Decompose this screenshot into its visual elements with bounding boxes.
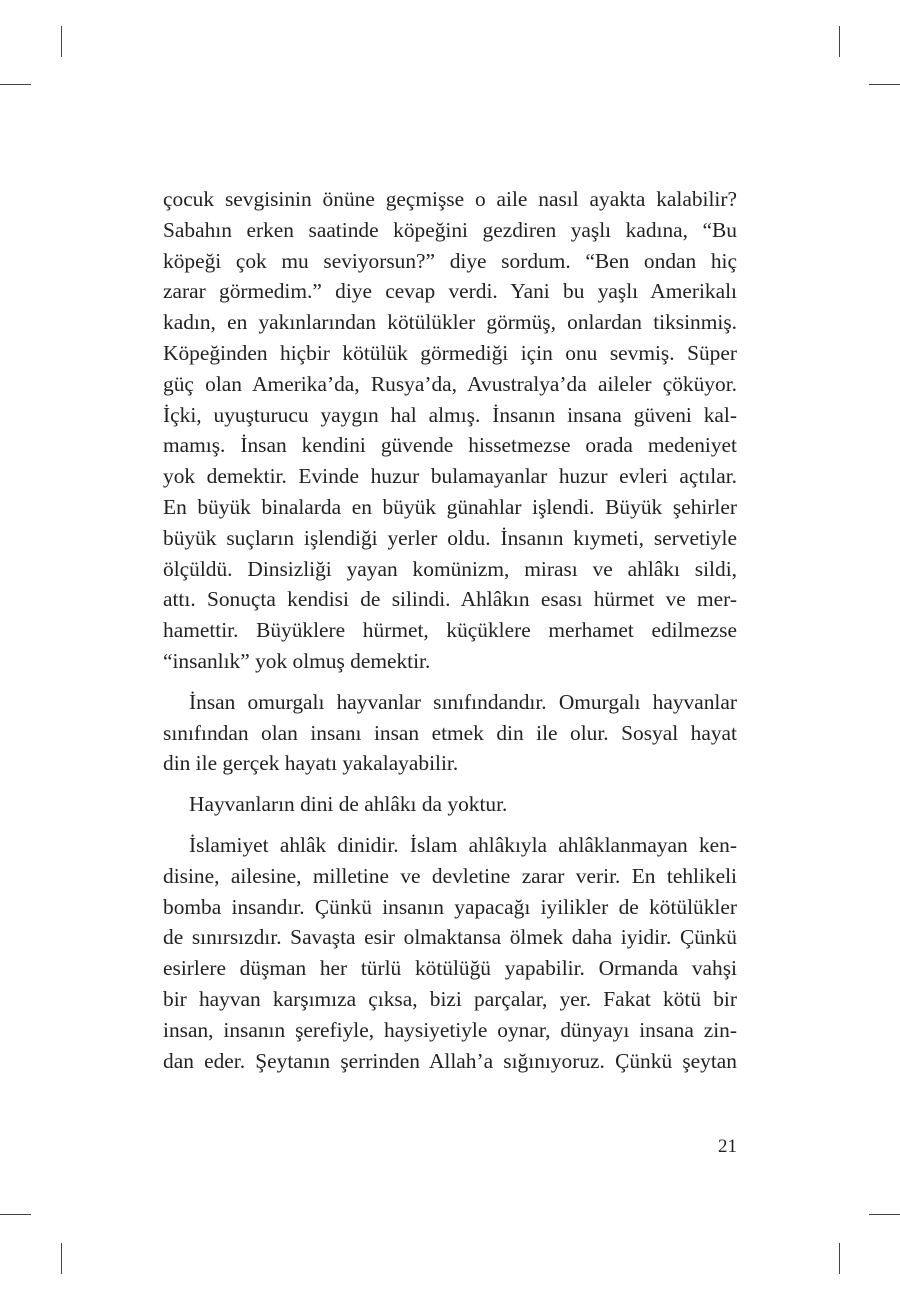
text-line: insan, insanın şerefiyle, haysiyetiyle oynar, dünyayı insana zin-	[163, 1017, 737, 1042]
paragraph	[163, 830, 737, 1076]
text-line: köpeği çok mu seviyorsun?” diye sordum. “Ben ondan hiç	[163, 248, 737, 273]
text-line: attı. Sonuçta kendisi de silindi. Ahlâkın esası hürmet ve mer-	[163, 587, 737, 612]
text-line: sınıfından olan insanı insan etmek din ile olur. Sosyal hayat	[163, 720, 737, 745]
text-line: Köpeğinden hiçbir kötülük görmediği için onu sevmiş. Süper	[163, 340, 737, 365]
text-line: büyük suçların işlendiği yerler oldu. İnsanın kıymeti, servetiyle	[163, 525, 737, 550]
crop-mark-bottom-right-vertical	[839, 1243, 840, 1274]
text-line: bomba insandır. Çünkü insanın yapacağı iyilikler de kötülükler	[163, 894, 737, 919]
crop-mark-bottom-left-horizontal	[0, 1214, 31, 1215]
crop-mark-top-right-horizontal	[869, 84, 900, 85]
crop-mark-top-left-vertical	[61, 26, 62, 57]
text-line: yok demektir. Evinde huzur bulamayanlar huzur evleri açtılar.	[163, 464, 737, 489]
text-line: İnsan omurgalı hayvanlar sınıfındandır. Omurgalı hayvanlar	[189, 689, 737, 714]
text-line: hamettir. Büyüklere hürmet, küçüklere merhamet edilmezse	[163, 618, 737, 643]
crop-mark-top-left-horizontal	[0, 84, 31, 85]
paragraph-spacer	[163, 820, 737, 830]
crop-mark-top-right-vertical	[839, 26, 840, 57]
text-line: güç olan Amerika’da, Rusya’da, Avustralya’da aileler çöküyor.	[163, 371, 737, 396]
text-line: ölçüldü. Dinsizliği yayan komünizm, mirası ve ahlâkı sildi,	[163, 556, 737, 581]
paragraph-spacer	[163, 677, 737, 687]
paragraph	[163, 184, 737, 677]
text-line: Hayvanların dini de ahlâkı da yoktur.	[189, 792, 508, 817]
page-number: 21	[718, 1136, 737, 1157]
text-line: esirlere düşman her türlü kötülüğü yapabilir. Ormanda vahşi	[163, 956, 737, 981]
body-text	[163, 184, 737, 1076]
text-line: dan eder. Şeytanın şerrinden Allah’a sığınıyoruz. Çünkü şeytan	[163, 1048, 737, 1073]
crop-mark-bottom-right-horizontal	[869, 1214, 900, 1215]
paragraph-spacer	[163, 779, 737, 789]
paragraph	[163, 687, 737, 779]
text-line: din ile gerçek hayatı yakalayabilir.	[163, 751, 459, 776]
text-line: “insanlık” yok olmuş demektir.	[163, 648, 431, 673]
text-line: disine, ailesine, milletine ve devletine zarar verir. En tehlikeli	[163, 863, 737, 888]
paragraph	[163, 789, 737, 820]
text-line: İslamiyet ahlâk dinidir. İslam ahlâkıyla ahlâklanmayan ken-	[189, 832, 737, 857]
text-line: En büyük binalarda en büyük günahlar işlendi. Büyük şehirler	[163, 494, 737, 519]
text-line: kadın, en yakınlarından kötülükler görmüş, onlardan tiksinmiş.	[163, 310, 737, 335]
text-line: bir hayvan karşımıza çıksa, bizi parçalar, yer. Fakat kötü bir	[163, 986, 737, 1011]
text-line: Sabahın erken saatinde köpeğini gezdiren yaşlı kadına, “Bu	[163, 217, 737, 242]
text-line: zarar görmedim.” diye cevap verdi. Yani bu yaşlı Amerikalı	[163, 279, 737, 304]
text-line: de sınırsızdır. Savaşta esir olmaktansa ölmek daha iyidir. Çünkü	[163, 925, 737, 950]
text-line: mamış. İnsan kendini güvende hissetmezse orada medeniyet	[163, 433, 737, 458]
text-line: çocuk sevgisinin önüne geçmişse o aile nasıl ayakta kalabilir?	[163, 187, 737, 211]
text-line: İçki, uyuşturucu yaygın hal almış. İnsanın insana güveni kal-	[163, 402, 737, 427]
crop-mark-bottom-left-vertical	[61, 1243, 62, 1274]
